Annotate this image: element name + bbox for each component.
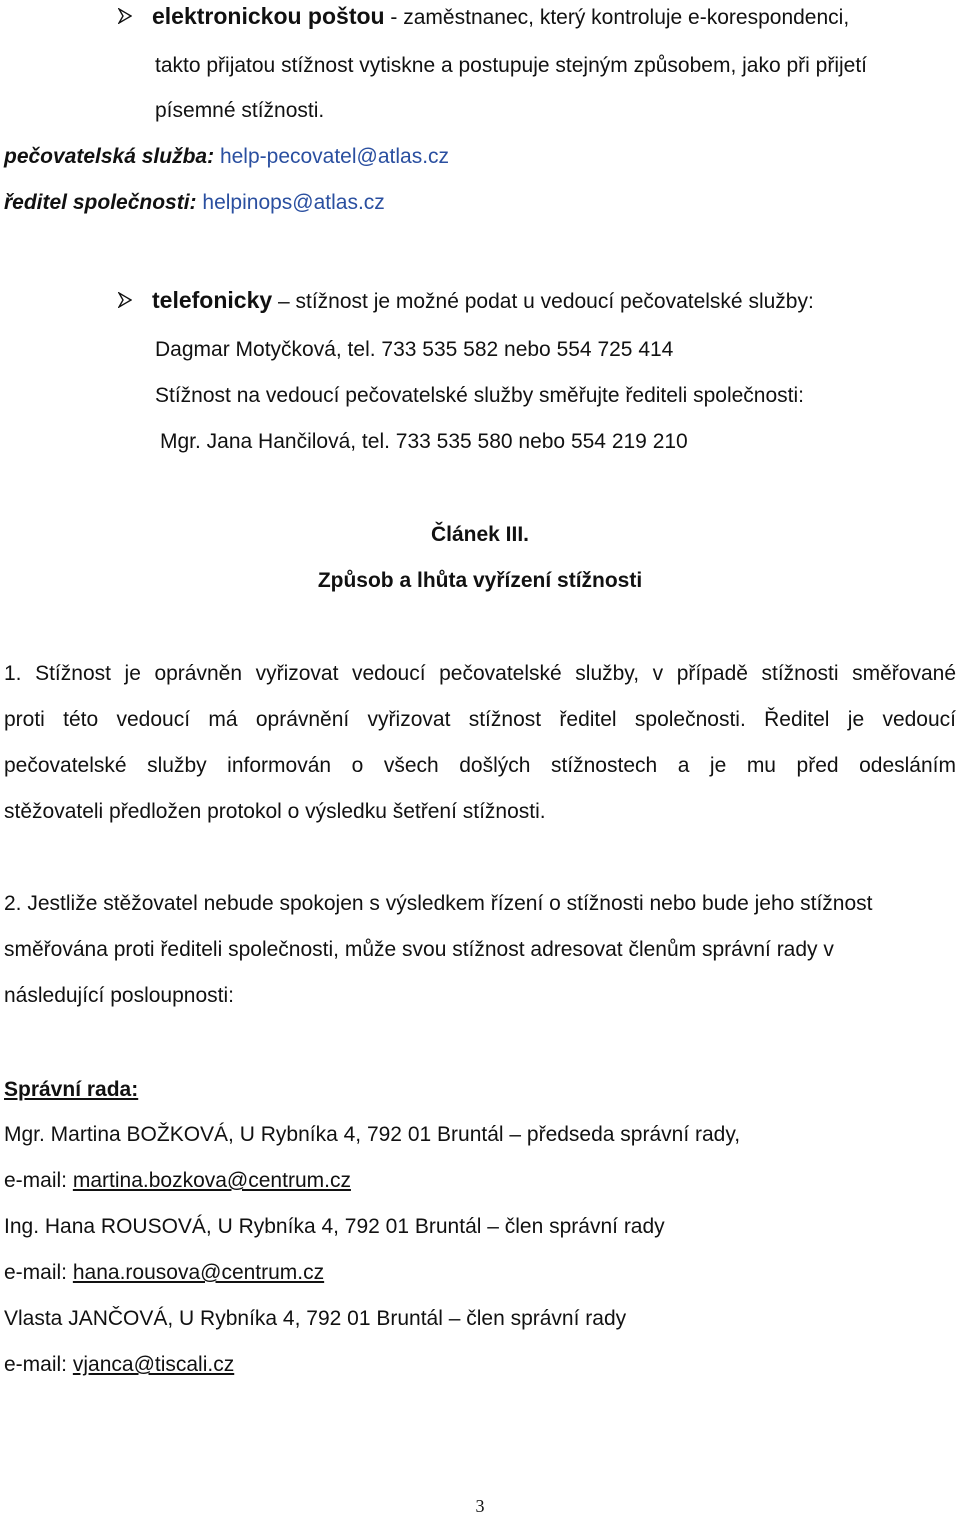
paragraph-1-line2: proti této vedoucí má oprávnění vyřizovat stížnost ředitel společnosti. Ředitel je vedoucí xyxy=(4,708,956,731)
email-item-text: - zaměstnanec, který kontroluje e-korespondenci, xyxy=(384,6,850,29)
director-label: ředitel společnosti: xyxy=(4,191,197,214)
email-prefix: e-mail: xyxy=(4,1261,73,1284)
article-title: Způsob a lhůta vyřízení stížnosti xyxy=(317,569,643,592)
board-member-2-email xyxy=(4,1259,324,1287)
phone-item-line4: Mgr. Jana Hančilová, tel. 733 535 580 nebo 554 219 210 xyxy=(160,430,688,453)
paragraph-1-line4: stěžovateli předložen protokol o výsledku šetření stížnosti. xyxy=(4,800,546,823)
board-member-1-email xyxy=(4,1167,351,1195)
paragraph-2-line3: následující posloupnosti: xyxy=(4,984,234,1007)
board-member-3: Vlasta JANČOVÁ, U Rybníka 4, 792 01 Bruntál – člen správní rady xyxy=(4,1307,627,1330)
paragraph-2-line2: směřována proti řediteli společnosti, může svou stížnost adresovat členům správní rady v xyxy=(4,938,834,961)
email-prefix: e-mail: xyxy=(4,1353,73,1376)
email-item-heading: elektronickou poštou xyxy=(152,3,385,29)
board-member-1-email-link[interactable]: martina.bozkova@centrum.cz xyxy=(72,1169,351,1192)
email-prefix: e-mail: xyxy=(4,1169,73,1192)
phone-item-line2: Dagmar Motyčková, tel. 733 535 582 nebo 554 725 414 xyxy=(155,338,674,361)
board-member-1: Mgr. Martina BOŽKOVÁ, U Rybníka 4, 792 01 Bruntál – předseda správní rady, xyxy=(4,1123,741,1146)
care-service-contact xyxy=(4,143,449,171)
board-member-2: Ing. Hana ROUSOVÁ, U Rybníka 4, 792 01 Bruntál – člen správní rady xyxy=(4,1215,665,1238)
phone-item-text: – stížnost je možné podat u vedoucí pečovatelské služby: xyxy=(272,290,814,313)
director-email-link[interactable]: helpinops@atlas.cz xyxy=(202,191,385,214)
board-heading: Správní rada: xyxy=(4,1078,139,1101)
arrow-bullet-icon xyxy=(118,292,132,308)
paragraph-1-line1: 1. Stížnost je oprávněn vyřizovat vedoucí pečovatelské služby, v případě stížnosti směřované xyxy=(4,662,956,685)
paragraph-2-line1: 2. Jestliže stěžovatel nebude spokojen s výsledkem řízení o stížnosti nebo bude jeho stížnost xyxy=(4,892,873,915)
board-member-3-email xyxy=(4,1351,234,1379)
article-number: Článek III. xyxy=(430,523,530,546)
phone-item-line1 xyxy=(152,286,814,316)
arrow-bullet-icon xyxy=(118,8,132,24)
email-item-line3: písemné stížnosti. xyxy=(155,99,325,122)
care-service-email-link[interactable]: help-pecovatel@atlas.cz xyxy=(219,145,450,168)
email-item-line1 xyxy=(152,2,849,32)
paragraph-1-line3: pečovatelské služby informován o všech došlých stížnostech a je mu před odesláním xyxy=(4,754,956,777)
care-service-label: pečovatelská služba: xyxy=(4,145,215,168)
email-item-line2: takto přijatou stížnost vytiskne a postupuje stejným způsobem, jako při přijetí xyxy=(155,54,868,77)
board-member-2-email-link[interactable]: hana.rousova@centrum.cz xyxy=(72,1261,325,1284)
phone-item-heading: telefonicky xyxy=(152,287,273,313)
board-member-3-email-link[interactable]: vjanca@tiscali.cz xyxy=(72,1353,235,1376)
director-contact xyxy=(4,189,385,217)
page-number: 3 xyxy=(475,1496,485,1516)
phone-item-line3: Stížnost na vedoucí pečovatelské služby směřujte řediteli společnosti: xyxy=(155,384,805,407)
